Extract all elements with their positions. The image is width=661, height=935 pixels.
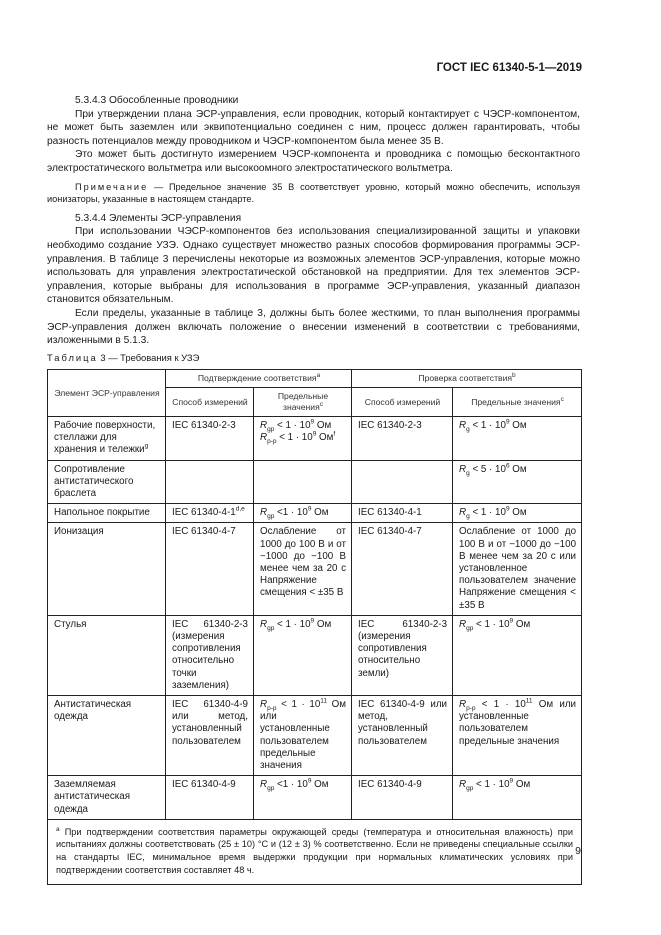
table-caption (47, 352, 199, 363)
cell-method-1: IEC 61340-4-9 (166, 776, 254, 820)
paragraph: Это может быть достигнуто измерением ЧЭСР-компонента и проводника с помощью бесконтактного электростатического вольтметра или высокоомного электростатического вольтметра. (47, 149, 580, 174)
cell-limit-2: $R_{gp} < 1 \cdot 10^9$ Ом (453, 615, 582, 695)
cell-limit-1 (254, 460, 352, 504)
section-heading-5-3-4-3: 5.3.4.3 Обособленные проводники (75, 95, 239, 106)
cell-limit-2: $R_{gp} < 1 \cdot 10^9$ Ом (453, 776, 582, 820)
requirements-table (47, 369, 582, 885)
cell-method-2: IEC 61340-2-3 (измерения сопротивления относительно земли) (352, 615, 453, 695)
table-row (48, 615, 582, 695)
cell-element: Напольное покрытие (48, 504, 166, 523)
cell-method-2: IEC 61340-4-1 (352, 504, 453, 523)
table-row (48, 504, 582, 523)
cell-element: Сопротивление антистатического браслета (48, 460, 166, 504)
table-row (48, 460, 582, 504)
cell-method-1: IEC 61340-4-9 или метод, установленный пользователем (166, 696, 254, 776)
cell-method-1: IEC 61340-4-7 (166, 523, 254, 615)
paragraph: При использовании ЧЭСР-компонентов без использования специализированной защиты и упаковки необходимо создание УЗЭ. Однако существует множество разных способов формирования программы ЭСР-управления. В таблице 3 перечислены некоторые из возможных элементов ЭСР-управления, которые можно использовать для управления электростатической обстановкой на предприятии. Для тех элементов ЭСР-управления, которые выбраны для использования в программе ЭСР-управления, указанный диапазон становится обязательным. (47, 226, 580, 306)
table-row (48, 696, 582, 776)
cell-limit-1: $R_{p-p} < 1 \cdot 10^{11}$ Ом или установленные пользователем предельные значения (254, 696, 352, 776)
header-conformity: Подтверждение соответствия$^a$ (166, 370, 352, 388)
cell-limit-1: $R_{gp} < 1 \cdot 10^9$ Ом $R_{p-p} < 1 \cdot 10^9$ $Ом^f$ (254, 417, 352, 461)
cell-element: Ионизация (48, 523, 166, 615)
table-row (48, 776, 582, 820)
cell-limit-1: Ослабление от 1000 до 100 В и от −1000 до −100 В менее чем за 20 с Напряжение смещения < ±35 В (254, 523, 352, 615)
cell-limit-1: $R_{gp} < 1 \cdot 10^9$ Ом (254, 615, 352, 695)
cell-method-2 (352, 460, 453, 504)
cell-method-1: IEC 61340-4-1$^{d,e}$ (166, 504, 254, 523)
cell-element: Рабочие поверхности, стеллажи для хранения и тележки$^g$ (48, 417, 166, 461)
cell-limit-2: $R_{p-p} < 1 \cdot 10^{11}$ Ом или установленные пользователем предельные значения (453, 696, 582, 776)
cell-limit-2: $R_g < 1 \cdot 10^9$ Ом (453, 504, 582, 523)
header-method-1: Способ измерений (166, 388, 254, 417)
cell-element: Антистатическая одежда (48, 696, 166, 776)
paragraph: При утверждении плана ЭСР-управления, если проводник, который контактирует с ЧЭСР-компонентом, не может быть заземлен или эквипотенциально соединен с ним, процесс должен гарантировать, чтобы разность потенциалов между проводником и ЧЭСР-компонентом была менее 35 В. (47, 108, 580, 147)
note-text: — Предельное значение 35 В соответствует уровню, который можно обеспечить, используя ионизаторы, указанные в настоящем стандарте. (47, 181, 580, 205)
cell-method-1 (166, 460, 254, 504)
document-header: ГОСТ IEC 61340-5-1—2019 (436, 62, 582, 74)
table-row (48, 417, 582, 461)
table-caption-label: Таблица (47, 352, 98, 363)
header-limit-1: Предельные значения$^c$ (254, 388, 352, 417)
section-heading-5-3-4-4: 5.3.4.4 Элементы ЭСР-управления (75, 212, 242, 224)
paragraph: Если пределы, указанные в таблице 3, должны быть более жесткими, то план выполнения программы ЭСР-управления должен включать положение о внесении изменений в соответствии с требованиями, изложенными в 5.1.3. (47, 307, 580, 347)
header-method-2: Способ измерений (352, 388, 453, 417)
cell-element: Стулья (48, 615, 166, 695)
table-header-row (48, 370, 582, 388)
cell-method-1: IEC 61340-2-3 (166, 417, 254, 461)
cell-method-1: IEC 61340-2-3 (измерения сопротивления относительно точки заземления) (166, 615, 254, 695)
page-number: 9 (575, 845, 581, 857)
footnote-a: $^a$ При подтверждении соответствия параметры окружающей среды (температура и относительная влажность) при испытаниях должны соответствовать (25 ± 10) °C и (12 ± 3) % соответственно. Если не приведены специальные ссылки на стандарты IEC, минимальное время выдержки продукции при нормальных климатических условиях при подтверждении соответствия составляет 48 ч. (48, 819, 582, 884)
header-verification: Проверка соответствия$^b$ (352, 370, 582, 388)
note (47, 181, 580, 206)
note-label: Примечание (75, 181, 149, 192)
cell-limit-2: $R_g < 1 \cdot 10^9$ Ом (453, 417, 582, 461)
document-body (47, 94, 580, 348)
table-row (48, 523, 582, 615)
cell-method-2: IEC 61340-2-3 (352, 417, 453, 461)
cell-limit-2: Ослабление от 1000 до 100 В и от −1000 до −100 В менее чем за 20 с или установленное пользователем значение Напряжение смещения < ±35 В (453, 523, 582, 615)
cell-method-2: IEC 61340-4-9 (352, 776, 453, 820)
cell-element: Заземляемая антистатическая одежда (48, 776, 166, 820)
cell-method-2: IEC 61340-4-7 (352, 523, 453, 615)
cell-limit-1: $R_{gp} <1 \cdot 10^9$ Ом (254, 504, 352, 523)
cell-limit-2: $R_g < 5 \cdot 10^6$ Ом (453, 460, 582, 504)
cell-method-2: IEC 61340-4-9 или метод, установленный пользователем (352, 696, 453, 776)
cell-limit-1: $R_{gp} <1 \cdot 10^9$ Ом (254, 776, 352, 820)
header-limit-2: Предельные значения$^c$ (453, 388, 582, 417)
header-element: Элемент ЭСР-управления (48, 370, 166, 417)
table-caption-text: 3 — Требования к УЗЭ (97, 352, 200, 363)
